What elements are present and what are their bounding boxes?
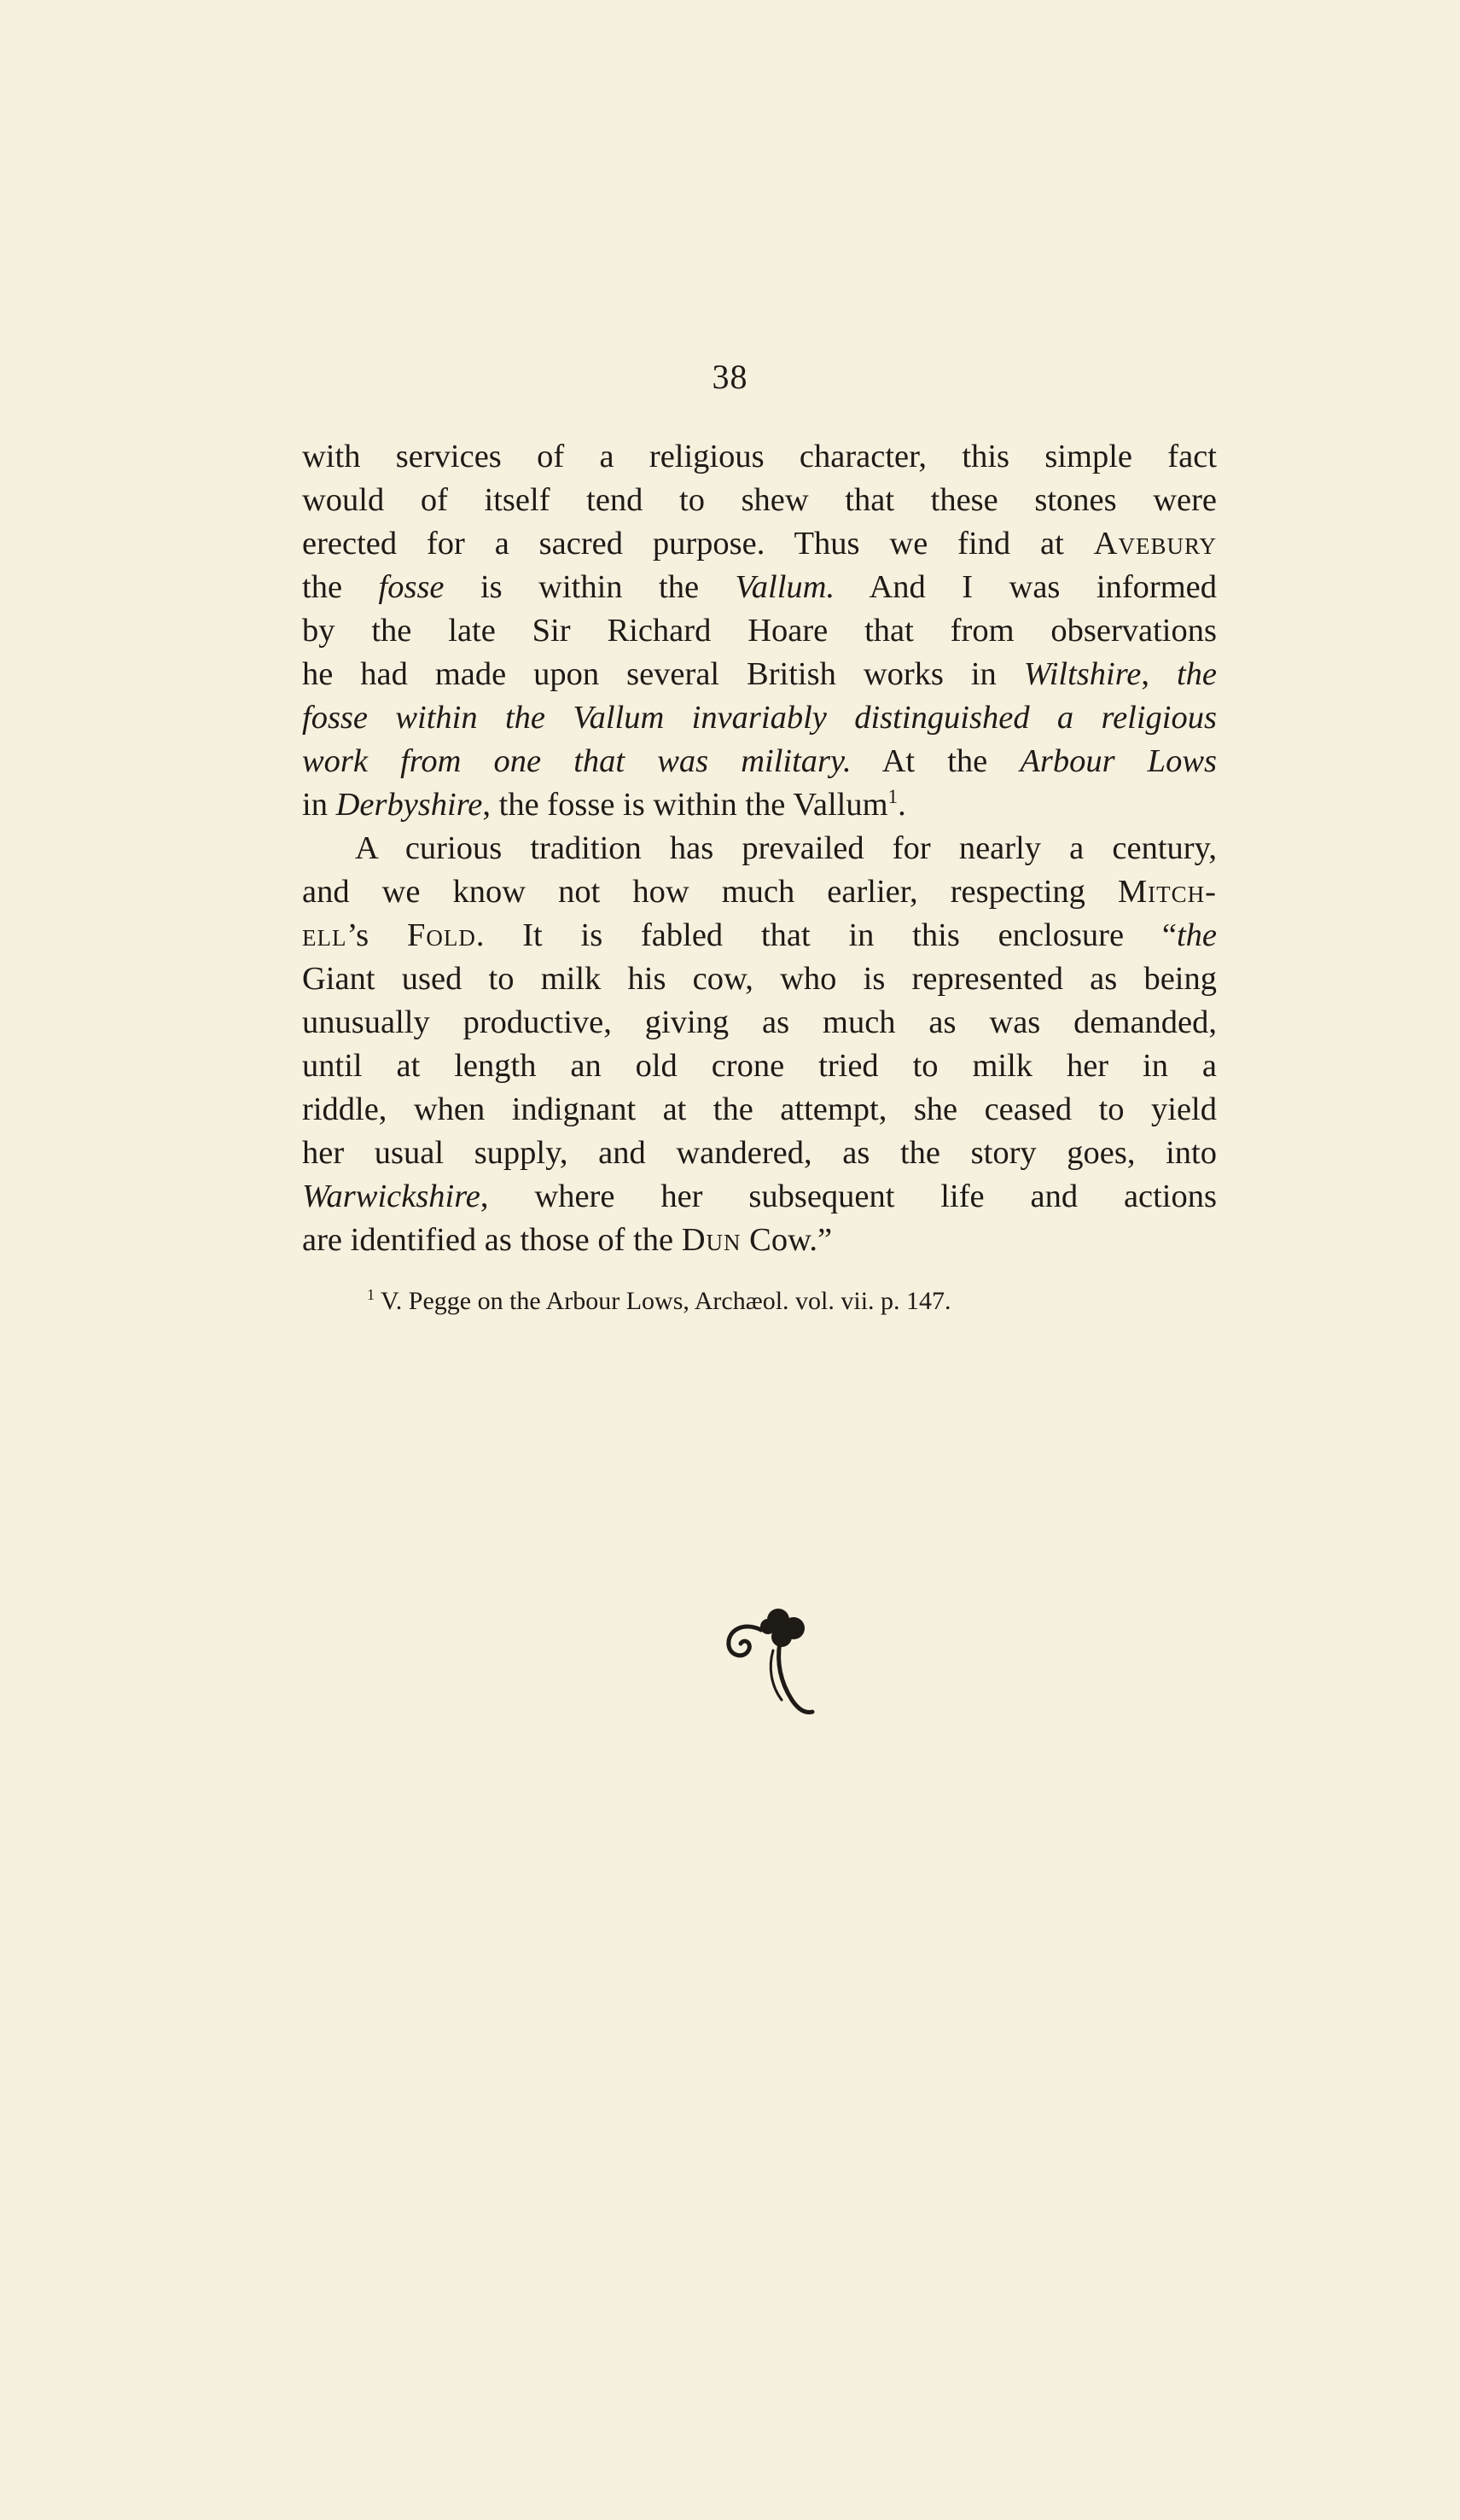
text-line: unusually productive, giving as much as was demanded,	[302, 1004, 1217, 1040]
text-line: A curious tradition has prevailed for nearly a century,	[355, 830, 1217, 866]
text-line: until at length an old crone tried to milk her in a	[302, 1048, 1217, 1084]
text-line: he had made upon several British works in Wiltshire, the	[302, 656, 1217, 692]
text-line: Warwickshire, where her subsequent life and actions	[302, 1179, 1217, 1214]
footnote-marker: 1	[367, 1286, 375, 1304]
text-line: would of itself tend to shew that these stones were	[302, 482, 1217, 518]
text-line: with services of a religious character, this simple fact	[302, 439, 1217, 474]
footnote-text: V. Pegge on the Arbour Lows, Archæol. vol. vii. p. 147.	[375, 1287, 951, 1315]
clover-fleuron-icon	[710, 1599, 838, 1727]
page-number: 38	[712, 358, 748, 396]
text-line: in Derbyshire, the fosse is within the Vallum$^1$.	[302, 785, 906, 823]
text-line: and we know not how much earlier, respecting Mitch-	[302, 874, 1217, 910]
text-line: by the late Sir Richard Hoare that from observations	[302, 613, 1217, 649]
text-line: fosse within the Vallum invariably distinguished a religious	[302, 700, 1217, 736]
text-line: the fosse is within the Vallum. And I was informed	[302, 569, 1218, 605]
footnote	[367, 1287, 951, 1316]
text-line: are identified as those of the Dun Cow.”	[302, 1222, 833, 1258]
text-line: her usual supply, and wandered, as the story goes, into	[302, 1135, 1217, 1171]
text-line: ell’s Fold. It is fabled that in this enclosure “the	[302, 917, 1217, 953]
text-line: work from one that was military. At the Arbour Lows	[302, 743, 1218, 779]
text-line: Giant used to milk his cow, who is represented as being	[302, 961, 1217, 997]
text-line: riddle, when indignant at the attempt, she ceased to yield	[302, 1091, 1217, 1127]
body-text	[302, 435, 1217, 1262]
footnote-ref: 1	[887, 785, 899, 808]
text-line: erected for a sacred purpose. Thus we find at Avebury	[302, 526, 1217, 562]
